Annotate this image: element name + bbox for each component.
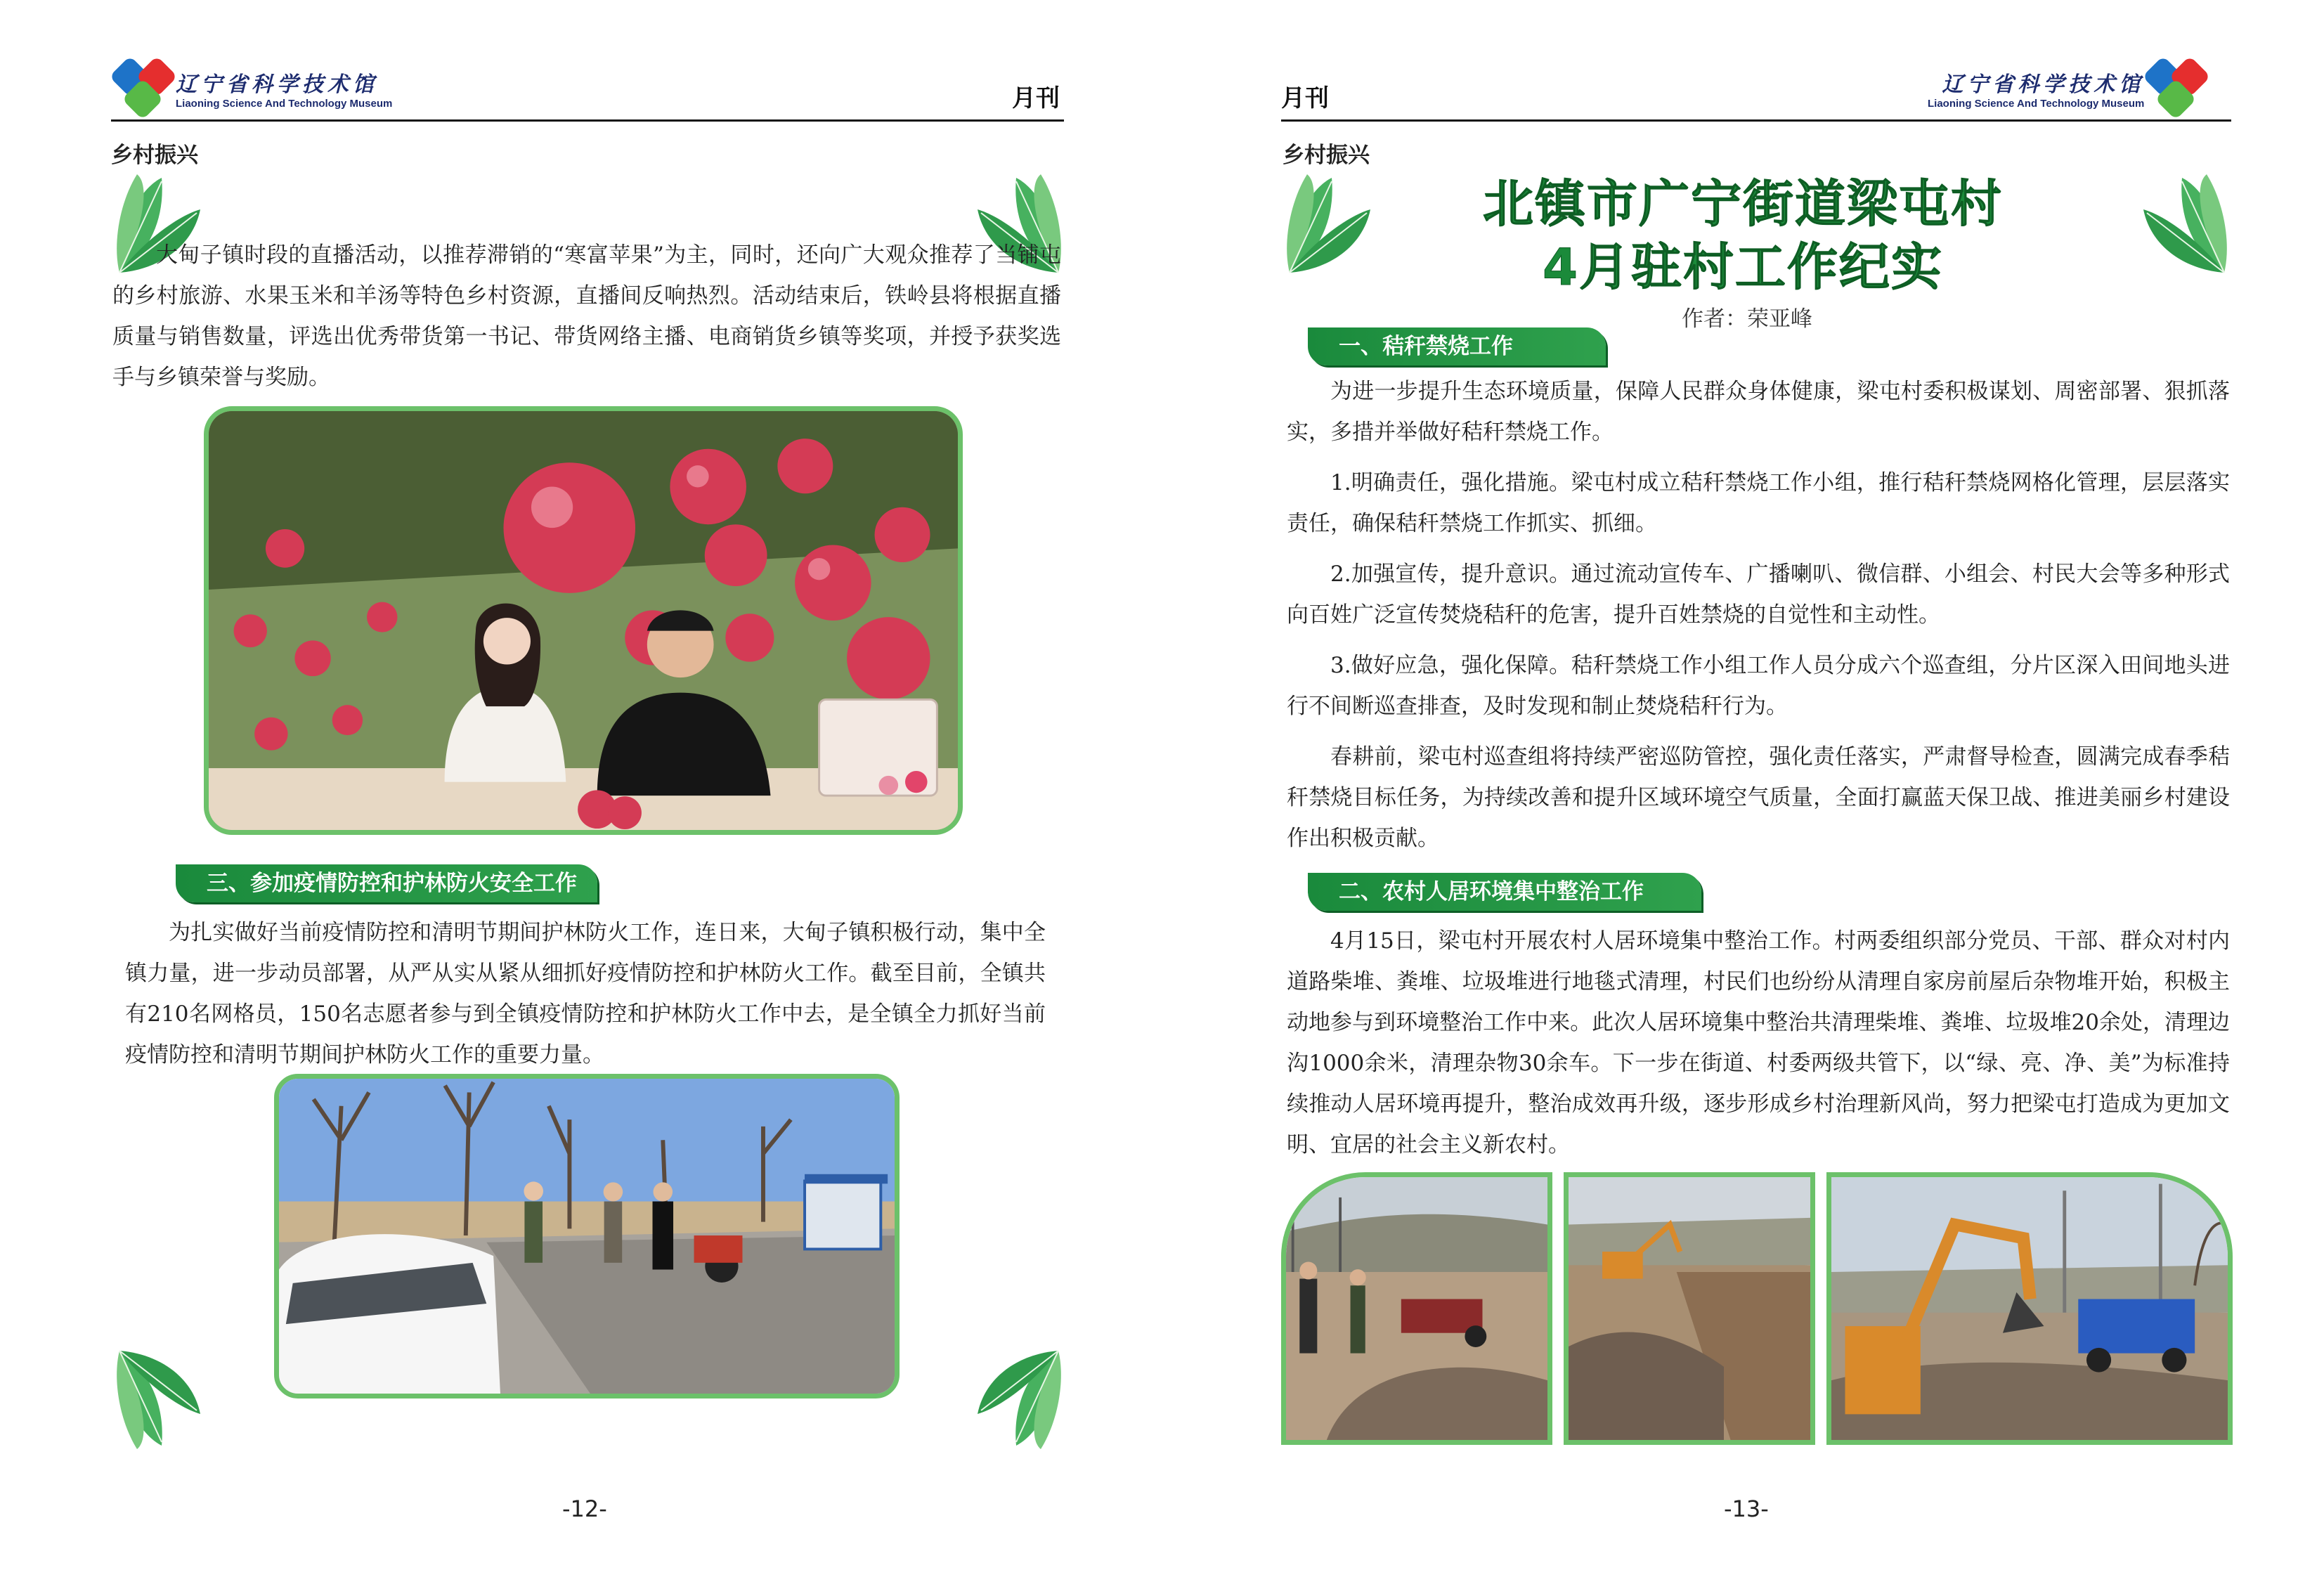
- monthly-label: 月刊: [1281, 84, 1329, 112]
- article-title-line1: 北镇市广宁街道梁屯村: [1482, 174, 2003, 233]
- paragraph-section-3: 为扎实做好当前疫情防控和清明节期间护林防火工作，连日来，大甸子镇积极行动，集中全镇力量，进一步动员部署，从严从实从紧从细抓好疫情防控和护林防火工作。截至目前，全镇共有210名网格员，150名志愿者参与到全镇疫情防控和护林防火工作中去，是全镇全力抓好当前疫情防控和清明节期间护林防火工作的重要力量。: [125, 920, 1046, 1067]
- leaf-decoration-icon: [112, 1344, 204, 1449]
- section-tag: 乡村振兴: [1283, 143, 1370, 168]
- paragraph-1: 为进一步提升生态环境质量，保障人民群众身体健康，梁屯村委积极谋划、周密部署、狠抓落实，多措并举做好秸秆禁烧工作。: [1287, 379, 2230, 445]
- monthly-label: 月刊: [1012, 84, 1060, 112]
- museum-logo-icon: [2144, 59, 2209, 117]
- section-tag: 乡村振兴: [111, 143, 198, 168]
- checkpoint-photo: [274, 1074, 900, 1398]
- heading-section-1: 一、秸秆禁烧工作: [1308, 327, 1606, 365]
- author-byline: 作者：荣亚峰: [1682, 306, 1812, 332]
- header-rule: [111, 119, 1064, 122]
- leaf-decoration-icon: [974, 1344, 1065, 1449]
- heading-section-2: 二、农村人居环境集中整治工作: [1308, 873, 1701, 911]
- paragraph-6: 4月15日，梁屯村开展农村人居环境集中整治工作。村两委组织部分党员、干部、群众对村内道路柴堆、粪堆、垃圾堆进行地毯式清理，村民们也纷纷从清理自家房前屋后杂物堆开始，积极主动地参与到环境整治工作中来。此次人居环境集中整治共清理柴堆、粪堆、垃圾堆20余处，清理边沟1000余米，清理杂物30余车。下一步在街道、村委两级共管下，以“绿、亮、净、美”为标准持续推动人居环境再提升，整治成效再升级，逐步形成乡村治理新风尚，努力把梁屯打造成为更加文明、宜居的社会主义新农村。: [1287, 928, 2230, 1157]
- heading-section-3: 三、参加疫情防控和护林防火安全工作: [176, 864, 597, 902]
- cleanup-photo-2: [1564, 1172, 1815, 1445]
- museum-name-cn: 辽宁省科学技术馆: [1942, 72, 2145, 97]
- cleanup-photo-3: [1826, 1172, 2233, 1445]
- paragraph-3: 2.加强宣传，提升意识。通过流动宣传车、广播喇叭、微信群、小组会、村民大会等多种形式向百姓广泛宣传焚烧秸秆的危害，提升百姓禁烧的自觉性和主动性。: [1287, 562, 2230, 628]
- museum-logo: [111, 59, 392, 117]
- paragraph-5: 春耕前，梁屯村巡查组将持续严密巡防管控，强化责任落实，严肃督导检查，圆满完成春季秸秆禁烧目标任务，为持续改善和提升区域环境空气质量，全面打赢蓝天保卫战、推进美丽乡村建设作出积极贡献。: [1287, 744, 2230, 851]
- cleanup-photo-1: [1281, 1172, 1552, 1445]
- paragraph-2: 1.明确责任，强化措施。梁屯村成立秸秆禁烧工作小组，推行秸秆禁烧网格化管理，层层落实责任，确保秸秆禁烧工作抓实、抓细。: [1287, 470, 2230, 536]
- livestream-photo: [204, 406, 963, 835]
- museum-name-en: Liaoning Science And Technology Museum: [1928, 97, 2145, 110]
- page-number: -13-: [1724, 1495, 1769, 1522]
- museum-logo: [1928, 59, 2209, 117]
- paragraph-4: 3.做好应急，强化保障。秸秆禁烧工作小组工作人员分成六个巡查组，分片区深入田间地头进行不间断巡查排查，及时发现和制止焚烧秸秆行为。: [1287, 653, 2230, 719]
- article-title-line2: 4月驻村工作纪实: [1542, 238, 1944, 297]
- museum-name-en: Liaoning Science And Technology Museum: [176, 97, 393, 110]
- page-number: -12-: [562, 1495, 607, 1522]
- intro-paragraph: 大甸子镇时段的直播活动，以推荐滞销的“寒富苹果”为主，同时，还向广大观众推荐了当铺屯的乡村旅游、水果玉米和羊汤等特色乡村资源，直播间反响热烈。活动结束后，铁岭县将根据直播质量与销售数量，评选出优秀带货第一书记、带货网络主播、电商销货乡镇等奖项，并授予获奖选手与乡镇荣誉与奖励。: [112, 242, 1061, 390]
- museum-logo-icon: [111, 59, 176, 117]
- right-page: [1162, 0, 2324, 1577]
- museum-name-cn: 辽宁省科学技术馆: [176, 72, 378, 97]
- header-rule: [1281, 119, 2231, 122]
